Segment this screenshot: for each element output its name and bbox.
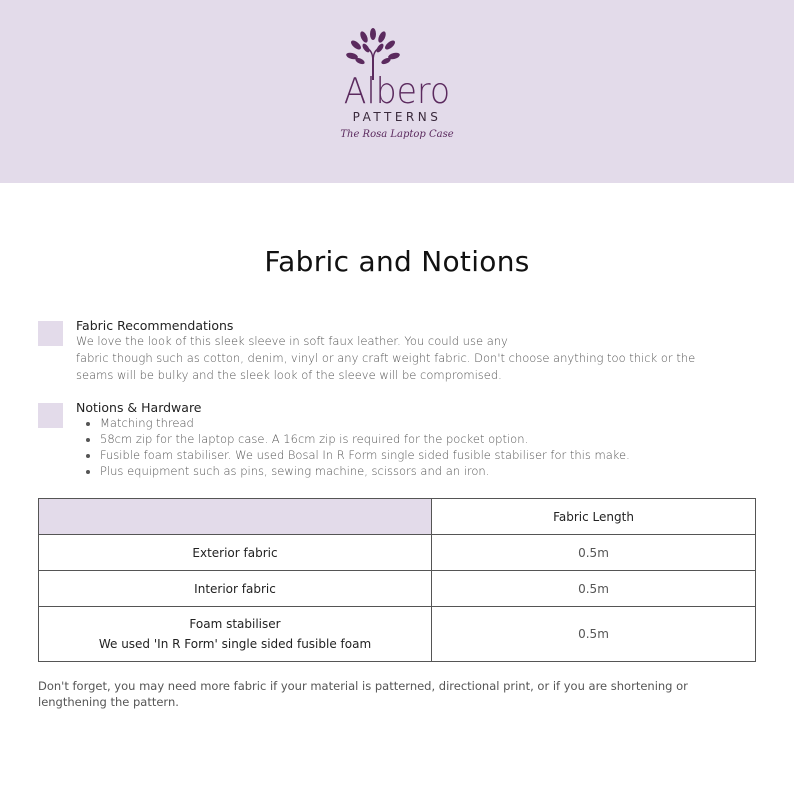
table-row xyxy=(39,535,756,571)
list-item: • Plus equipment such as pins, sewing machine, scissors and an iron. xyxy=(100,463,736,479)
brand-sub-text: PATTERNS xyxy=(352,110,442,124)
section-body xyxy=(76,333,736,384)
paragraph-line: We love the look of this sleek sleeve in soft faux leather. You could use any xyxy=(76,334,508,348)
list-item: • Matching thread xyxy=(100,415,736,431)
table-cell-value: 0.5m xyxy=(432,607,756,662)
fabric-table xyxy=(38,498,756,662)
table-cell-label-line: Foam stabiliser xyxy=(189,617,281,631)
section-heading: Fabric Recommendations xyxy=(76,318,234,333)
table-cell-value: 0.5m xyxy=(432,571,756,607)
notions-list xyxy=(76,415,736,479)
section-body xyxy=(76,415,736,479)
list-item: • 58cm zip for the laptop case. A 16cm zip is required for the pocket option. xyxy=(100,431,736,447)
page-title: Fabric and Notions xyxy=(264,245,530,278)
footnote: Don't forget, you may need more fabric if your material is patterned, directional print, or if you are shortening or lengthening the pattern. xyxy=(38,679,688,709)
section-marker xyxy=(38,403,63,428)
table-header-row xyxy=(39,499,756,535)
table-header-blank xyxy=(39,499,432,535)
table-cell-label xyxy=(39,607,432,662)
brand-logo-text: Albero xyxy=(343,71,451,112)
list-item: • Fusible foam stabiliser. We used Bosal In R Form single sided fusible stabiliser for this make. xyxy=(100,447,736,463)
table-row xyxy=(39,607,756,662)
table-cell-label: Exterior fabric xyxy=(39,535,432,571)
table-header-fabric-length: Fabric Length xyxy=(432,499,756,535)
table-cell-value: 0.5m xyxy=(432,535,756,571)
paragraph-line: fabric though such as cotton, denim, vinyl or any craft weight fabric. Don't choose anything too thick or the seams will be bulky and the sleek look of the sleeve will be compromised. xyxy=(76,351,696,382)
brand-tagline: The Rosa Laptop Case xyxy=(340,129,454,140)
table-cell-label-line: We used 'In R Form' single sided fusible foam xyxy=(98,637,372,651)
table-row xyxy=(39,571,756,607)
header-banner xyxy=(0,0,794,183)
section-marker xyxy=(38,321,63,346)
section-heading: Notions & Hardware xyxy=(76,400,202,415)
table-cell-label: Interior fabric xyxy=(39,571,432,607)
